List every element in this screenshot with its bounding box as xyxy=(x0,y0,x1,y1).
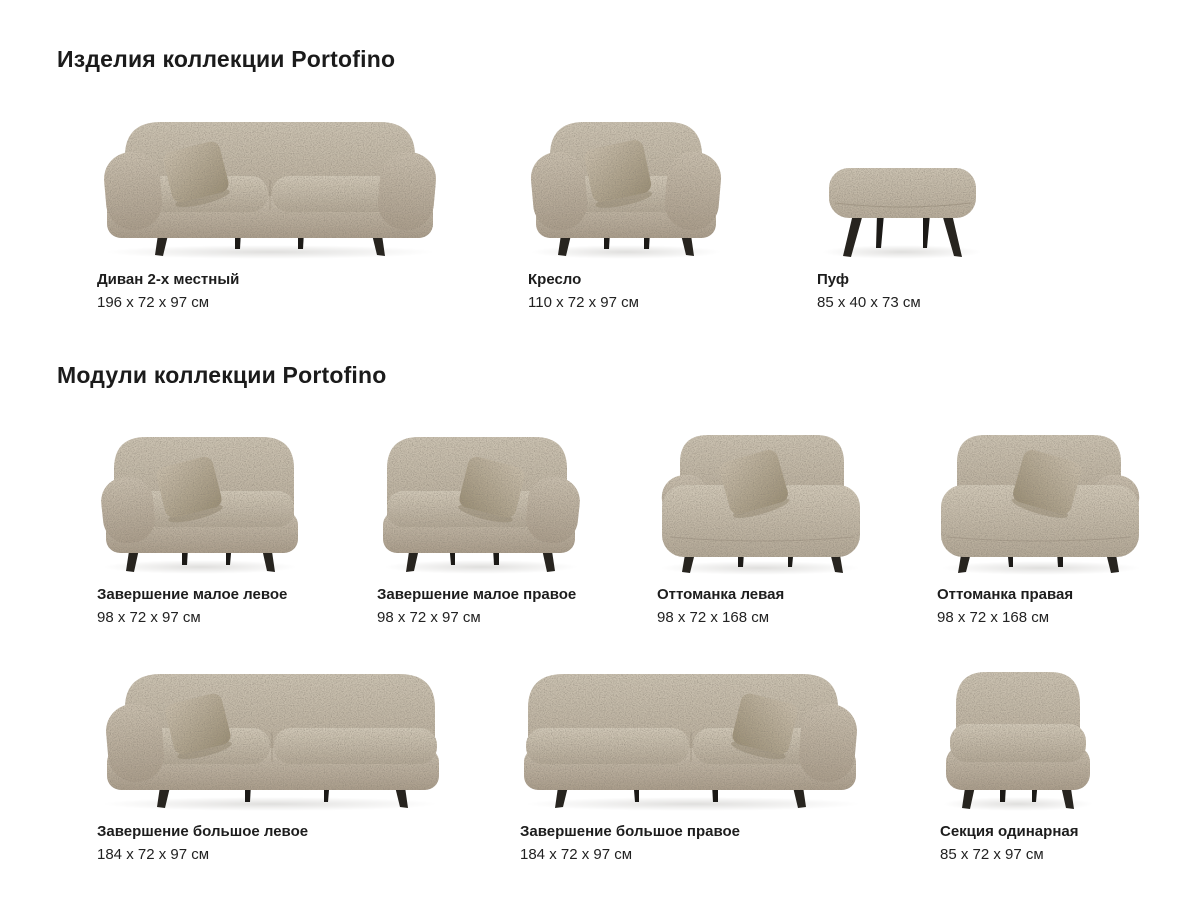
product-card-pouf xyxy=(815,100,990,314)
product-card-end-module-small-right xyxy=(375,420,585,629)
product-dimensions: 196 x 72 x 97 см xyxy=(97,294,210,311)
product-dimensions: 98 x 72 x 97 см xyxy=(377,609,481,626)
product-name: Завершение малое правое xyxy=(377,586,577,603)
product-dimensions: 184 x 72 x 97 см xyxy=(520,846,633,863)
end-module-small-right-illustration xyxy=(378,425,583,575)
product-name: Секция одинарная xyxy=(940,823,1079,840)
ottoman-right-illustration xyxy=(938,425,1143,575)
product-dimensions: 110 x 72 x 97 см xyxy=(528,294,639,311)
product-card-ottoman-left xyxy=(655,420,865,629)
product-dimensions: 184 x 72 x 97 см xyxy=(97,846,210,863)
product-card-end-module-small-left xyxy=(95,420,305,629)
product-card-end-module-big-left xyxy=(95,652,445,866)
product-name: Пуф xyxy=(817,271,850,288)
single-section-illustration xyxy=(938,662,1098,812)
ottoman-left-illustration xyxy=(658,425,863,575)
end-module-big-right-image xyxy=(518,652,868,812)
ottoman-right-image xyxy=(935,420,1145,575)
armchair-illustration xyxy=(526,110,726,260)
pouf-illustration xyxy=(815,110,990,260)
single-section-image xyxy=(938,652,1098,812)
end-module-small-left-illustration xyxy=(98,425,303,575)
end-module-big-left-illustration xyxy=(95,662,445,812)
pouf-image xyxy=(815,100,990,260)
product-card-ottoman-right xyxy=(935,420,1145,629)
product-card-armchair xyxy=(526,100,726,314)
product-dimensions: 98 x 72 x 97 см xyxy=(97,609,201,626)
product-card-single-section xyxy=(938,652,1098,866)
end-module-big-left-image xyxy=(95,652,445,812)
product-dimensions: 98 x 72 x 168 см xyxy=(937,609,1050,626)
product-dimensions: 85 x 72 x 97 см xyxy=(940,846,1044,863)
end-module-big-right-illustration xyxy=(518,662,868,812)
section-heading-modules: Модули коллекции Portofino xyxy=(57,362,387,388)
section-heading-products: Изделия коллекции Portofino xyxy=(57,46,396,72)
ottoman-left-image xyxy=(655,420,865,575)
product-name: Кресло xyxy=(528,271,582,288)
end-module-small-right-image xyxy=(375,420,585,575)
armchair-image xyxy=(526,100,726,260)
product-name: Оттоманка правая xyxy=(937,586,1074,603)
product-name: Оттоманка левая xyxy=(657,586,785,603)
product-card-end-module-big-right xyxy=(518,652,868,866)
product-dimensions: 98 x 72 x 168 см xyxy=(657,609,770,626)
sofa-2-seat-illustration xyxy=(95,110,445,260)
sofa-2-seat-image xyxy=(95,100,445,260)
end-module-small-left-image xyxy=(95,420,305,575)
product-name: Диван 2-х местный xyxy=(97,271,240,288)
product-name: Завершение большое правое xyxy=(520,823,740,840)
product-dimensions: 85 x 40 x 73 см xyxy=(817,294,921,311)
product-name: Завершение большое левое xyxy=(97,823,309,840)
product-card-sofa xyxy=(95,100,445,314)
product-name: Завершение малое левое xyxy=(97,586,288,603)
